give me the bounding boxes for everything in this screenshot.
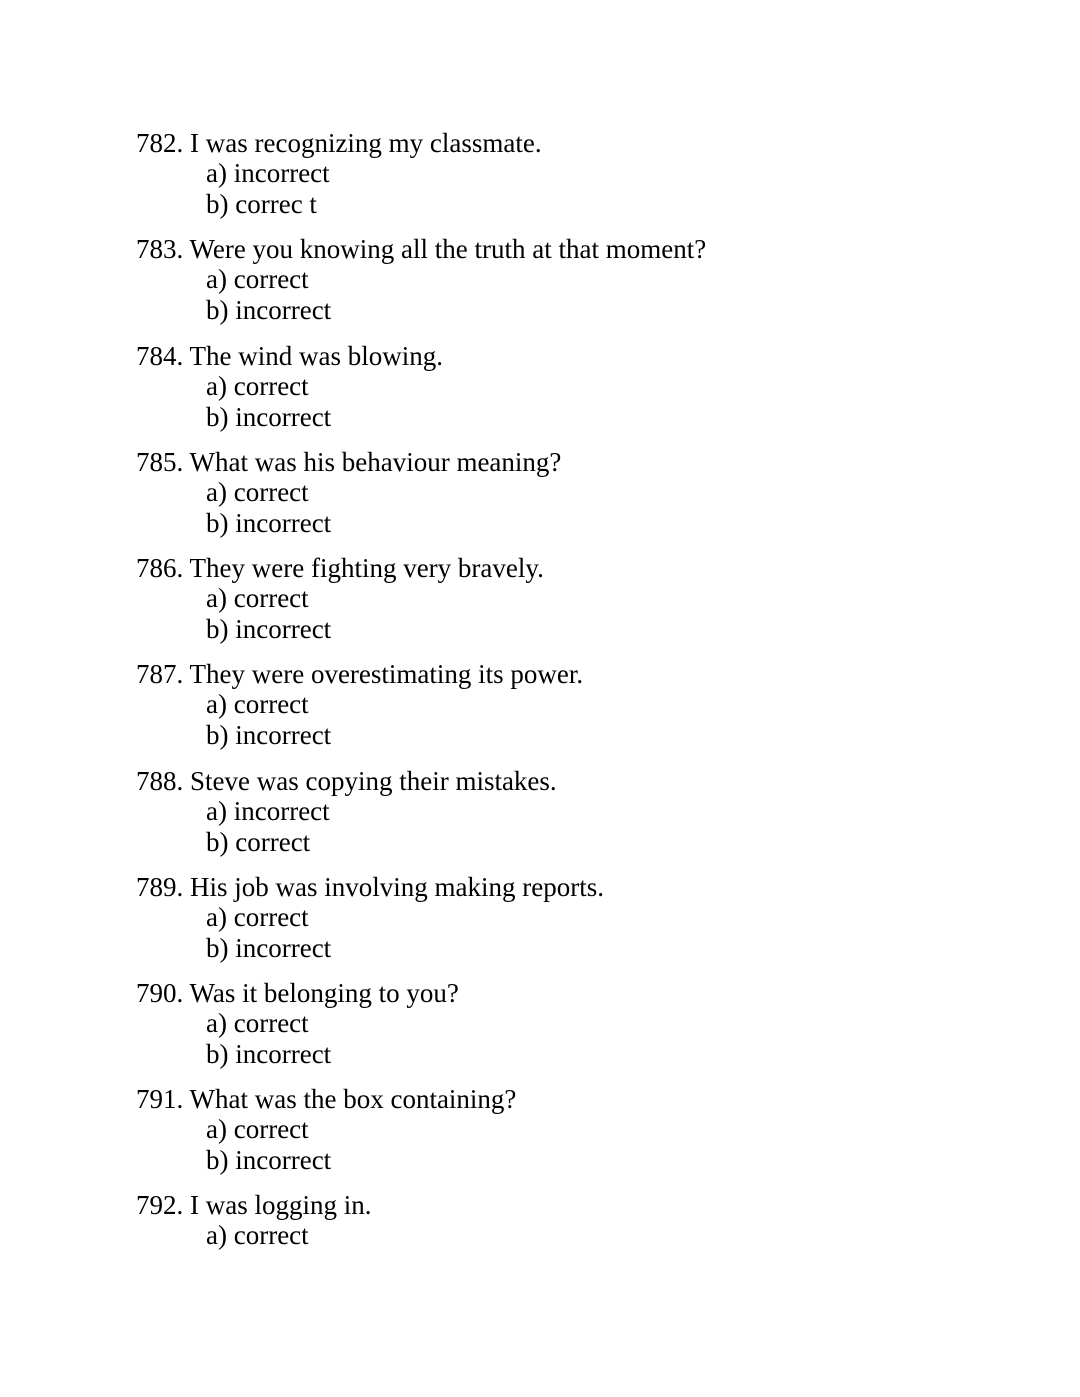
question-792 bbox=[136, 1190, 1036, 1251]
question-text bbox=[136, 766, 1036, 796]
option-b: b) incorrect bbox=[206, 507, 332, 538]
question-number: 790. bbox=[136, 978, 184, 1008]
question-stem: They were overestimating its power. bbox=[189, 659, 584, 689]
option-b: b) incorrect bbox=[206, 1144, 332, 1175]
option-b: b) correc t bbox=[206, 188, 317, 219]
question-stem: They were fighting very bravely. bbox=[189, 553, 544, 583]
question-text bbox=[136, 447, 1036, 477]
question-text bbox=[136, 234, 1036, 264]
question-text bbox=[136, 128, 1036, 158]
option-a: a) correct bbox=[206, 1008, 309, 1038]
question-number: 789. bbox=[136, 872, 184, 902]
question-stem: Was it belonging to you? bbox=[189, 978, 459, 1008]
question-783 bbox=[136, 234, 1036, 325]
option-b: b) incorrect bbox=[206, 613, 332, 644]
option-b: b) incorrect bbox=[206, 719, 332, 750]
question-text bbox=[136, 978, 1036, 1008]
question-stem: His job was involving making reports. bbox=[190, 872, 604, 902]
question-782 bbox=[136, 128, 1036, 219]
option-a: a) correct bbox=[206, 1114, 309, 1144]
question-text bbox=[136, 1190, 1036, 1220]
option-a: a) correct bbox=[206, 1220, 309, 1250]
question-text bbox=[136, 553, 1036, 583]
question-786 bbox=[136, 553, 1036, 644]
question-number: 782. bbox=[136, 128, 184, 158]
question-787 bbox=[136, 659, 1036, 750]
question-791 bbox=[136, 1084, 1036, 1175]
question-785 bbox=[136, 447, 1036, 538]
question-790 bbox=[136, 978, 1036, 1069]
option-a: a) incorrect bbox=[206, 796, 330, 826]
question-number: 786. bbox=[136, 553, 184, 583]
question-text bbox=[136, 1084, 1036, 1114]
question-stem: Were you knowing all the truth at that moment? bbox=[189, 234, 707, 264]
option-a: a) correct bbox=[206, 689, 309, 719]
option-a: a) correct bbox=[206, 477, 309, 507]
question-number: 783. bbox=[136, 234, 184, 264]
question-stem: The wind was blowing. bbox=[189, 341, 443, 371]
question-number: 788. bbox=[136, 766, 184, 796]
option-b: b) incorrect bbox=[206, 401, 332, 432]
option-b: b) incorrect bbox=[206, 294, 332, 325]
question-stem: What was the box containing? bbox=[189, 1084, 517, 1114]
question-number: 785. bbox=[136, 447, 184, 477]
question-number: 791. bbox=[136, 1084, 184, 1114]
option-b: b) incorrect bbox=[206, 1038, 332, 1069]
option-a: a) correct bbox=[206, 583, 309, 613]
question-text bbox=[136, 659, 1036, 689]
option-b: b) correct bbox=[206, 826, 311, 857]
question-text bbox=[136, 872, 1036, 902]
question-number: 792. bbox=[136, 1190, 184, 1220]
question-stem: What was his behaviour meaning? bbox=[189, 447, 562, 477]
option-b: b) incorrect bbox=[206, 932, 332, 963]
question-789 bbox=[136, 872, 1036, 963]
question-text bbox=[136, 341, 1036, 371]
question-stem: I was logging in. bbox=[190, 1190, 372, 1220]
question-784 bbox=[136, 341, 1036, 432]
question-stem: Steve was copying their mistakes. bbox=[190, 766, 557, 796]
option-a: a) correct bbox=[206, 264, 309, 294]
question-788 bbox=[136, 766, 1036, 857]
option-a: a) correct bbox=[206, 371, 309, 401]
option-a: a) correct bbox=[206, 902, 309, 932]
question-stem: I was recognizing my classmate. bbox=[190, 128, 542, 158]
option-a: a) incorrect bbox=[206, 158, 330, 188]
question-number: 787. bbox=[136, 659, 184, 689]
question-number: 784. bbox=[136, 341, 184, 371]
